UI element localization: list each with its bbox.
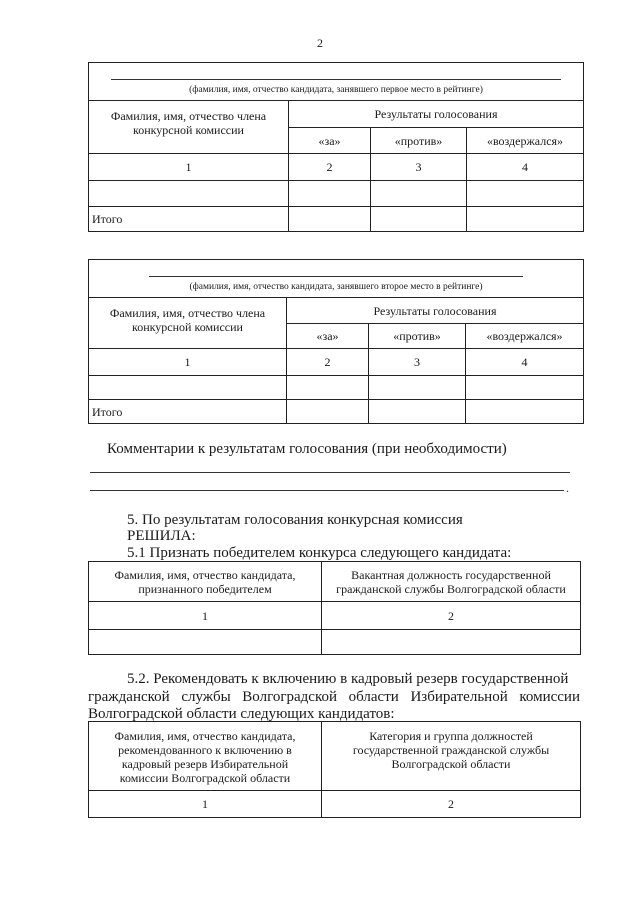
reserve-name-header: Фамилия, имя, отчество кандидата, рекомендованного к включению в кадровый резерв Избирательной комиссии Волгоградской области <box>89 722 322 791</box>
col-abstain: «воздержался» <box>467 128 584 154</box>
name-underline <box>149 276 523 277</box>
candidate-name-field[interactable] <box>89 63 584 101</box>
candidate-caption: (фамилия, имя, отчество кандидата, занявшего первое место в рейтинге) <box>189 85 483 95</box>
table-row <box>89 376 584 400</box>
col-number: 3 <box>371 154 467 181</box>
empty-cell[interactable] <box>369 400 466 424</box>
col-for: «за» <box>287 324 369 349</box>
empty-cell[interactable] <box>287 400 369 424</box>
comment-end-mark: . <box>566 481 569 495</box>
vote-table-second-place <box>88 259 584 424</box>
col-number: 1 <box>89 349 287 376</box>
section5-line2: РЕШИЛА: <box>127 528 196 544</box>
section5-line1: 5. По результатам голосования конкурсная комиссия <box>127 512 463 528</box>
col-number: 1 <box>89 154 289 181</box>
comment-line[interactable] <box>90 490 564 491</box>
results-header: Результаты голосования <box>289 101 584 128</box>
vote-table-first-place <box>88 62 584 232</box>
empty-cell[interactable] <box>369 376 466 400</box>
empty-cell[interactable] <box>467 181 584 207</box>
candidate-name-field[interactable] <box>89 260 584 298</box>
col-number: 2 <box>289 154 371 181</box>
empty-cell[interactable] <box>466 400 584 424</box>
empty-cell[interactable] <box>89 630 322 655</box>
col-against: «против» <box>369 324 466 349</box>
col-number: 3 <box>369 349 466 376</box>
empty-cell[interactable] <box>466 376 584 400</box>
empty-cell[interactable] <box>289 207 371 232</box>
col-against: «против» <box>371 128 467 154</box>
total-row <box>89 400 584 424</box>
empty-cell[interactable] <box>89 376 287 400</box>
section52-line3: Волгоградской области следующих кандидатов: <box>88 706 395 722</box>
empty-cell[interactable] <box>371 181 467 207</box>
col-number: 2 <box>287 349 369 376</box>
name-underline <box>111 79 561 80</box>
comments-heading: Комментарии к результатам голосования (при необходимости) <box>107 441 507 457</box>
col-number: 2 <box>322 791 581 818</box>
vacancy-header: Вакантная должность государственной гражданской службы Волгоградской области <box>322 562 581 602</box>
total-row <box>89 207 584 232</box>
section52-line2: гражданской службы Волгоградской области Избирательной комиссии <box>88 689 580 705</box>
col-for: «за» <box>289 128 371 154</box>
empty-cell[interactable] <box>371 207 467 232</box>
col-abstain: «воздержался» <box>466 324 584 349</box>
winner-table <box>88 561 581 655</box>
candidate-caption: (фамилия, имя, отчество кандидата, занявшего второе место в рейтинге) <box>189 282 483 292</box>
empty-cell[interactable] <box>467 207 584 232</box>
col-number: 2 <box>322 602 581 630</box>
col-number: 1 <box>89 602 322 630</box>
section52-line1: 5.2. Рекомендовать к включению в кадровый резерв государственной <box>127 671 569 687</box>
total-label: Итого <box>89 207 289 232</box>
empty-cell[interactable] <box>289 181 371 207</box>
section5-line3: 5.1 Признать победителем конкурса следующего кандидата: <box>127 545 512 561</box>
comment-line[interactable] <box>90 472 570 473</box>
empty-cell[interactable] <box>287 376 369 400</box>
col-number: 4 <box>467 154 584 181</box>
position-category-header: Категория и группа должностей государственной гражданской службы Волгоградской области <box>322 722 581 791</box>
col-number: 4 <box>466 349 584 376</box>
winner-name-header: Фамилия, имя, отчество кандидата, признанного победителем <box>89 562 322 602</box>
member-header: Фамилия, имя, отчество члена конкурсной комиссии <box>89 101 289 154</box>
reserve-table <box>88 721 581 818</box>
empty-cell[interactable] <box>89 181 289 207</box>
results-header: Результаты голосования <box>287 298 584 324</box>
page-number: 2 <box>317 36 323 50</box>
member-header: Фамилия, имя, отчество члена конкурсной комиссии <box>89 298 287 349</box>
table-row <box>89 181 584 207</box>
total-label: Итого <box>89 400 287 424</box>
col-number: 1 <box>89 791 322 818</box>
table-row <box>89 630 581 655</box>
empty-cell[interactable] <box>322 630 581 655</box>
